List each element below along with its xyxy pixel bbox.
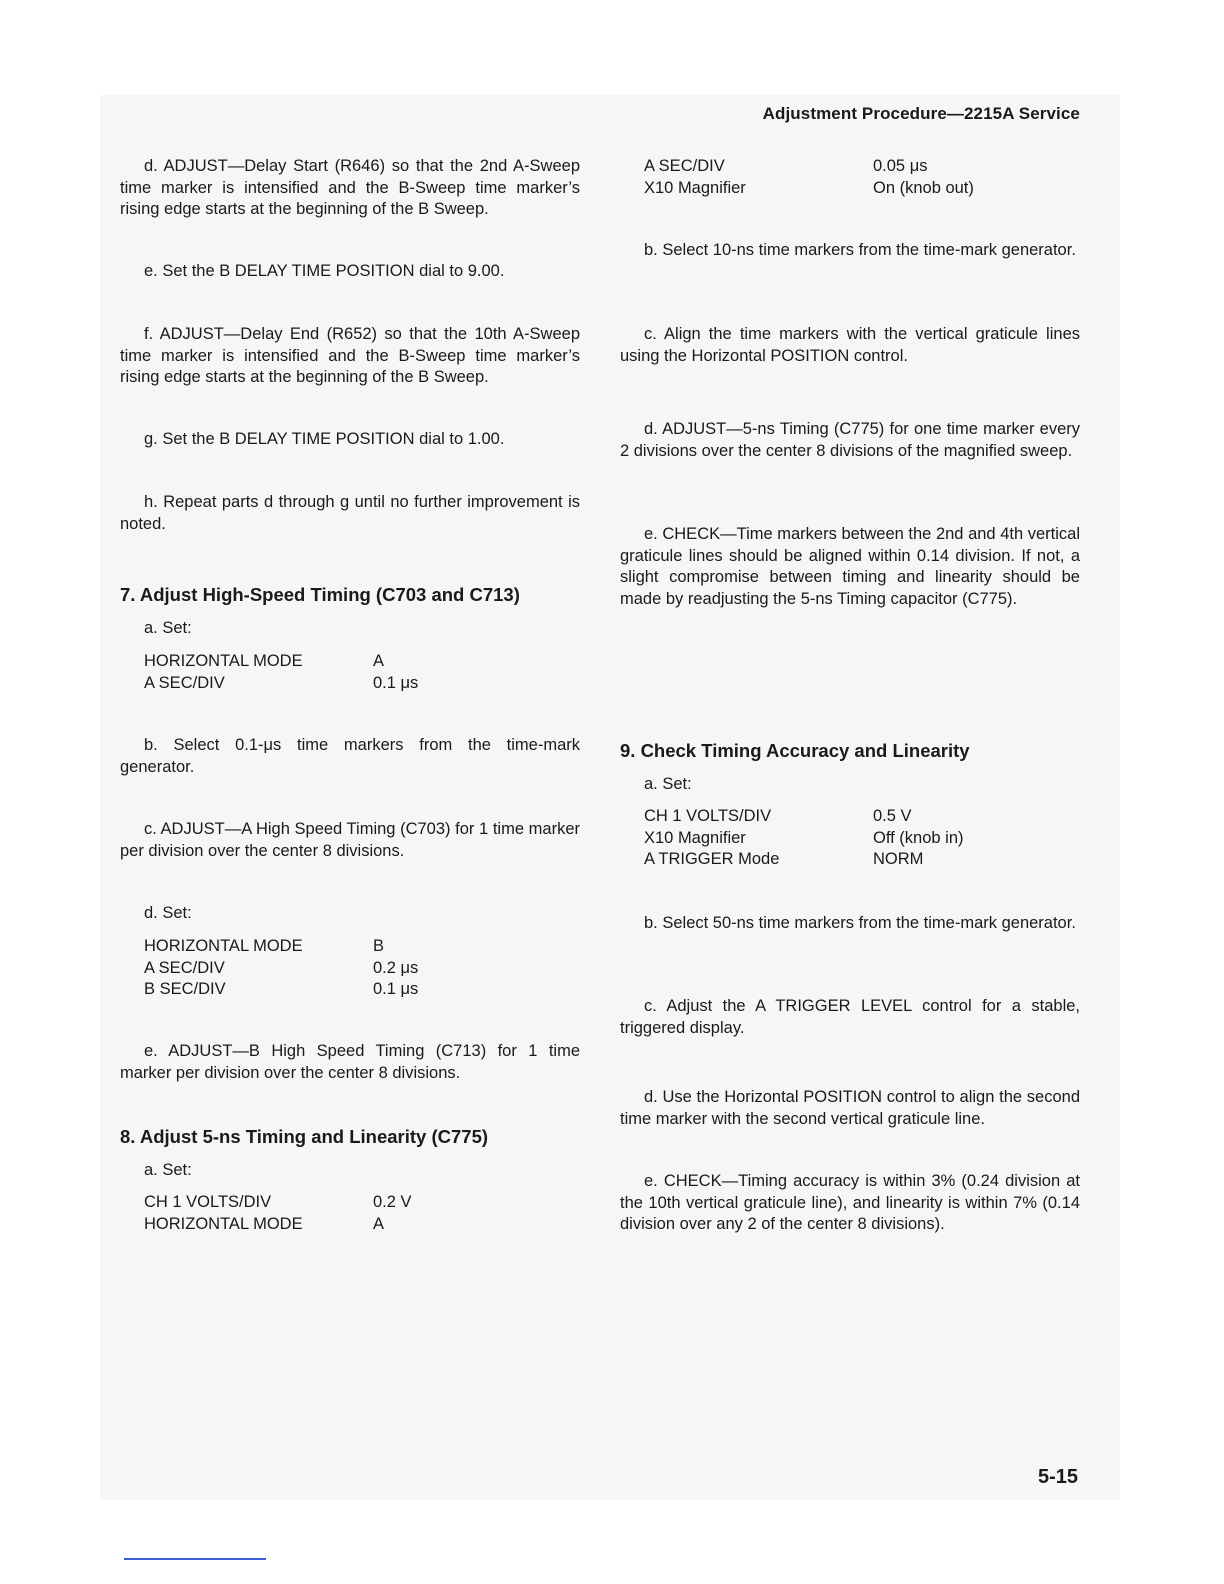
footer-rule [124,1558,266,1560]
setting-value: 0.2 μs [373,958,419,977]
step-9d-text: d. Use the Horizontal POSITION control to align the second time marker with the second vertical graticule line. [620,1088,1080,1128]
setting-key: A SEC/DIV [144,673,225,692]
step-6h-text: h. Repeat parts d through g until no further improvement is noted. [120,493,580,533]
setting-row [144,936,604,958]
setting-value: 0.1 μs [373,673,419,692]
setting-value: A [373,652,385,670]
step-6d-text: d. ADJUST—Delay Start (R646) so that the 2nd A-Sweep time marker is intensified and the B-Sweep time marker’s rising edge starts at the beginning of the B Sweep. [120,157,580,218]
setting-key: X10 Magnifier [644,178,746,197]
step-8e-text: e. CHECK—Time markers between the 2nd and 4th vertical graticule lines should be aligned within 0.14 division. If not, a slight compromise between timing and linearity should be made by readjusting the 5-ns Timing capacitor (C775). [620,525,1080,608]
page-background [100,95,1120,1500]
setting-key: A SEC/DIV [144,958,225,977]
setting-row [644,178,1104,200]
setting-key: CH 1 VOLTS/DIV [644,807,772,825]
setting-row [144,958,604,980]
setting-value: A [373,1214,385,1233]
step-8b-text: b. Select 10-ns time markers from the time-mark generator. [644,241,1076,259]
setting-key: B SEC/DIV [144,980,226,998]
step-9a-settings [644,806,1104,871]
step-8a-settings [144,1192,604,1235]
step-7a-text: a. Set: [144,619,192,637]
setting-key: CH 1 VOLTS/DIV [144,1193,272,1211]
step-7e-text: e. ADJUST—B High Speed Timing (C713) for 1 time marker per division over the center 8 divisions. [120,1042,580,1082]
step-8d-text: d. ADJUST—5-ns Timing (C775) for one time marker every 2 divisions over the center 8 divisions of the magnified sweep. [620,420,1080,460]
setting-value: 0.2 V [373,1193,412,1211]
setting-key: HORIZONTAL MODE [144,1214,303,1233]
step-7a-settings [144,651,604,694]
step-9a-text: a. Set: [644,775,692,793]
setting-key: HORIZONTAL MODE [144,652,303,670]
step-7-heading: 7. Adjust High-Speed Timing (C703 and C713) [120,584,520,605]
setting-value: 0.1 μs [373,980,419,998]
step-9e-text: e. CHECK—Timing accuracy is within 3% (0.24 division at the 10th vertical graticule line), and linearity is within 7% (0.14 division over any 2 of the center 8 divisions). [620,1172,1080,1233]
step-9c-text: c. Adjust the A TRIGGER LEVEL control for a stable, triggered display. [620,997,1080,1037]
page-number: 5-15 [1037,1466,1078,1488]
setting-row [644,806,1104,828]
page-header: Adjustment Procedure—2215A Service [762,104,1080,123]
setting-key: X10 Magnifier [644,828,746,847]
step-7d-text: d. Set: [144,904,192,922]
step-8c-text: c. Align the time markers with the vertical graticule lines using the Horizontal POSITION control. [620,325,1080,365]
setting-row [144,1192,604,1214]
setting-row [144,651,604,673]
setting-value: Off (knob in) [873,828,964,847]
setting-row [644,156,1104,178]
step-8a-settings-continued [644,156,1104,199]
step-7b-text: b. Select 0.1-μs time markers from the time-mark generator. [120,736,580,776]
setting-row [144,979,604,1001]
step-7d-settings [144,936,604,1001]
setting-value: On (knob out) [873,178,974,197]
setting-key: A TRIGGER Mode [644,850,780,868]
setting-value: NORM [873,850,924,868]
setting-value: 0.05 μs [873,157,928,175]
step-7c-text: c. ADJUST—A High Speed Timing (C703) for 1 time marker per division over the center 8 divisions. [120,820,580,860]
setting-row [644,849,1104,871]
step-8a-text: a. Set: [144,1161,192,1179]
setting-key: A SEC/DIV [644,157,725,175]
setting-row [144,1214,604,1236]
setting-row [144,673,604,695]
step-9b-text: b. Select 50-ns time markers from the time-mark generator. [644,914,1076,932]
step-8-heading: 8. Adjust 5-ns Timing and Linearity (C775) [120,1126,489,1147]
step-6g-text: g. Set the B DELAY TIME POSITION dial to 1.00. [144,430,505,448]
setting-row [644,828,1104,850]
setting-value: 0.5 V [873,807,912,825]
setting-value: B [373,937,385,955]
setting-key: HORIZONTAL MODE [144,937,303,955]
step-6e-text: e. Set the B DELAY TIME POSITION dial to 9.00. [144,262,505,280]
step-6f-text: f. ADJUST—Delay End (R652) so that the 10th A-Sweep time marker is intensified and the B-Sweep time marker’s rising edge starts at the beginning of the B Sweep. [120,325,580,386]
step-9-heading: 9. Check Timing Accuracy and Linearity [620,740,970,761]
